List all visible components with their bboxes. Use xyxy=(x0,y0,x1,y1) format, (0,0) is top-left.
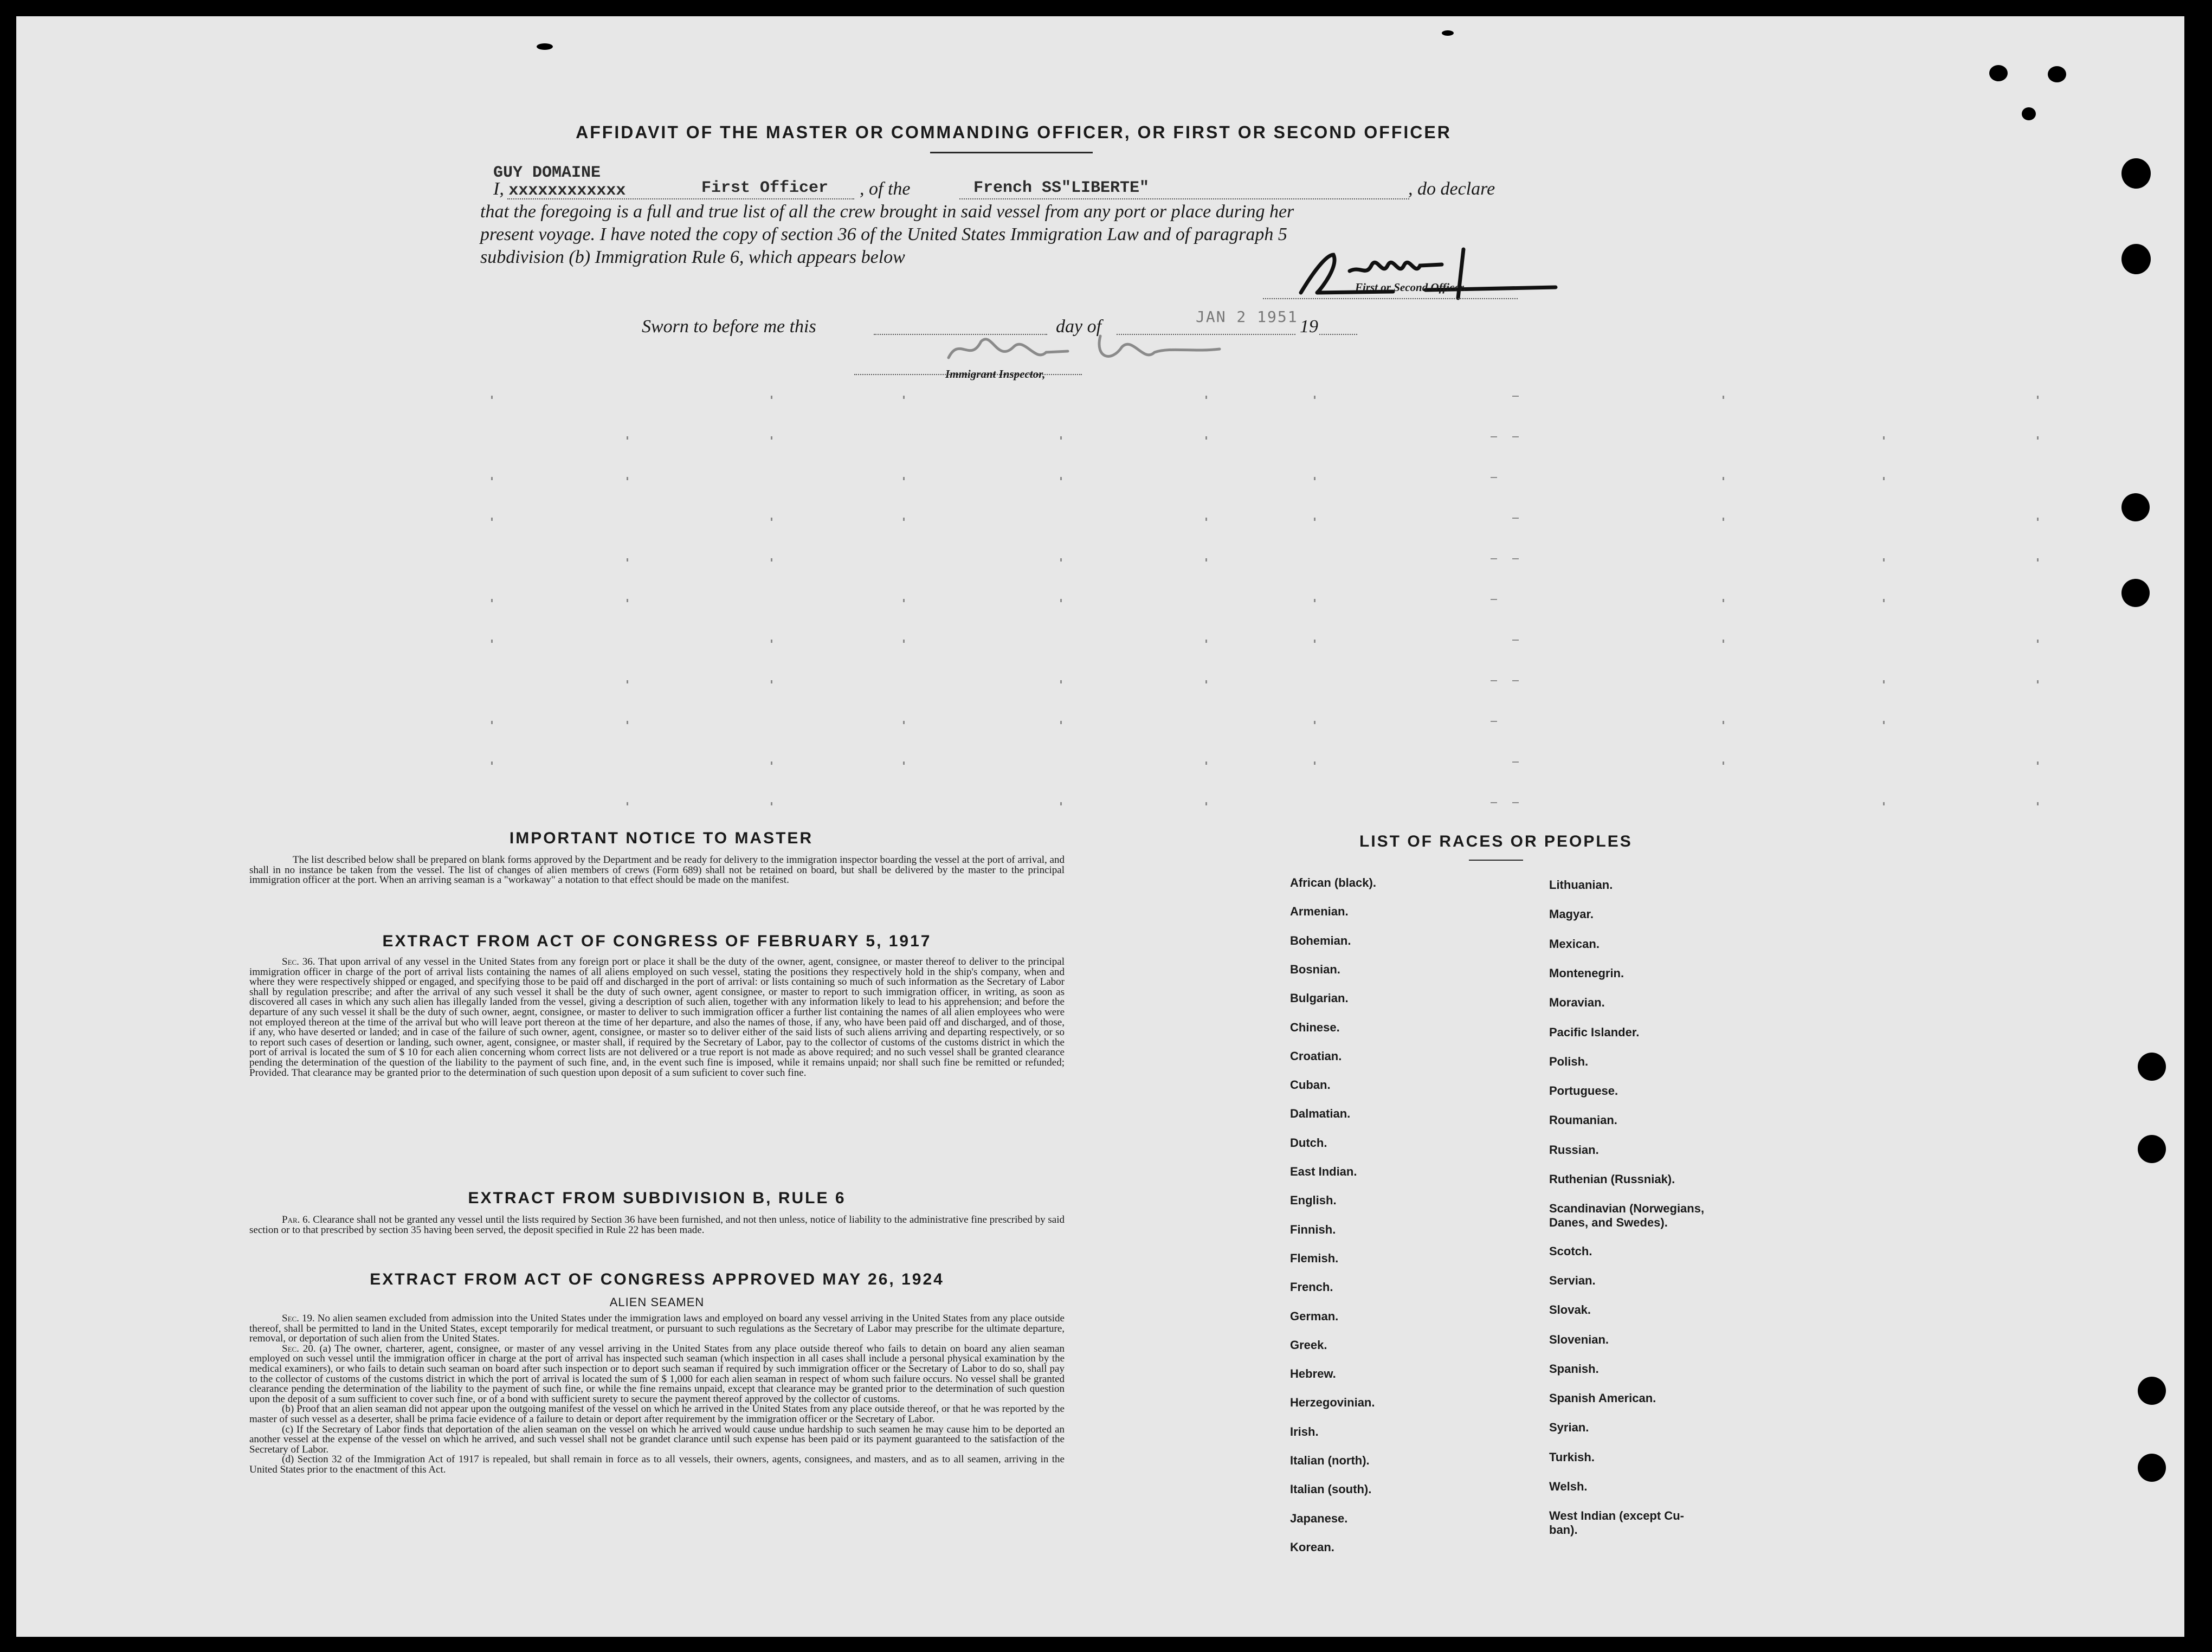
binder-hole xyxy=(2138,1135,2166,1163)
bleed-mark xyxy=(1512,640,1519,641)
bleed-mark xyxy=(1205,762,1207,765)
bleed-mark xyxy=(1314,721,1315,724)
bleed-mark xyxy=(1883,558,1885,562)
signature-line xyxy=(1263,298,1518,299)
bleed-mark xyxy=(2037,762,2039,765)
binder-hole xyxy=(2121,158,2151,189)
race-item: Bulgarian. xyxy=(1290,991,1349,1005)
bleed-mark xyxy=(1723,599,1724,602)
race-item: Ruthenian (Russniak). xyxy=(1549,1172,1675,1186)
declaration-i: I, xyxy=(493,179,504,199)
scan-speck xyxy=(537,43,553,50)
race-item: Montenegrin. xyxy=(1549,966,1624,980)
typed-position: First Officer xyxy=(701,179,829,197)
bleed-mark xyxy=(1205,558,1207,562)
officer-signature xyxy=(1285,233,1566,314)
name-fill-line xyxy=(507,198,854,199)
bleed-mark xyxy=(1205,640,1207,643)
race-item: East Indian. xyxy=(1290,1165,1357,1178)
bleed-mark xyxy=(1060,721,1062,724)
bleed-mark xyxy=(1723,477,1724,480)
rule6-body xyxy=(249,1215,1065,1235)
bleed-mark xyxy=(491,640,493,643)
bleed-mark xyxy=(903,396,905,399)
race-item: Bohemian. xyxy=(1290,933,1351,947)
bleed-mark xyxy=(2037,558,2039,562)
bleed-mark xyxy=(1491,436,1497,437)
bleed-mark xyxy=(2037,802,2039,805)
sworn-text: Sworn to before me this xyxy=(642,317,816,337)
race-item: Spanish. xyxy=(1549,1361,1599,1376)
bleed-mark xyxy=(1883,721,1885,724)
race-item: Flemish. xyxy=(1290,1251,1339,1265)
bleed-mark xyxy=(1205,518,1207,521)
race-item: Pacific Islander. xyxy=(1549,1025,1640,1039)
bleed-mark xyxy=(1723,396,1724,399)
bleed-mark xyxy=(627,599,628,602)
bleed-mark xyxy=(1491,558,1497,559)
bleed-mark xyxy=(903,599,905,602)
scan-speck xyxy=(1442,30,1454,36)
binder-hole xyxy=(1989,65,2008,81)
declaration-line-3: present voyage. I have noted the copy of section 36 of the United States Immigration Law and of paragraph 5 xyxy=(480,224,1287,244)
extract-1924-body xyxy=(249,1314,1065,1475)
race-item: Moravian. xyxy=(1549,996,1605,1010)
sec20-paragraph xyxy=(249,1344,1065,1405)
bleed-mark xyxy=(1060,599,1062,602)
race-item: Mexican. xyxy=(1549,937,1600,951)
sec20-text: (a) The owner, charterer, agent, consignee, or master of any vessel arriving in the United States from any place outside thereof who fails to detain on board any alien seaman employed on such vessel until the immigration officer in charge at the port of arrival has inspected such seaman (which inspection in all cases shall include a personal physical examination by the medical examiners), or who fails to detain such seaman on board after such inspection or to deport such seaman if required by such immigration officer or the Secretary of Labor to do so, shall pay to the collector of customs of the customs district in which the port of arrival is located the sum of $ 1,000 for each alien seaman in respect of whom such failure occurs. No vessel shall be granted clearance pending the determination of the liability to the payment of such fine, or while the fine remains unpaid, except that clearance may be granted prior to the determination of such question upon the deposit of a sum sufficient to cover such fine, or of a bond with sufficient surety to secure the payment thereof approved by the collector of customs. xyxy=(249,1343,1065,1405)
bleed-mark xyxy=(1512,436,1519,437)
bleed-mark xyxy=(2037,518,2039,521)
bleed-mark xyxy=(771,436,772,440)
bleed-mark xyxy=(1883,436,1885,440)
bleed-mark xyxy=(491,477,493,480)
bleed-mark xyxy=(1723,640,1724,643)
bleed-mark xyxy=(771,680,772,683)
bleed-mark xyxy=(771,640,772,643)
vessel-fill-line xyxy=(959,198,1409,199)
race-item: Italian (north). xyxy=(1290,1454,1370,1467)
race-item: Spanish American. xyxy=(1549,1391,1656,1405)
notice-heading: IMPORTANT NOTICE TO MASTER xyxy=(509,829,814,847)
race-item: Finnish. xyxy=(1290,1222,1336,1236)
binder-hole xyxy=(2022,107,2036,120)
race-item: Magyar. xyxy=(1549,907,1594,921)
notice-body: The list described below shall be prepared on blank forms approved by the Department and be ready for delivery to the immigration inspector boarding the vessel at the port of arrival, and shall in no instance be taken from the vessel. The list of changes of alien members of crews (Form 689) shall not be retained on board, but shall be delivered by the master to the principal immigration officer at the port. When an arriving seaman is a "workaway" a notation to that effect should be made on the manifest. xyxy=(249,854,1065,886)
bleed-mark xyxy=(771,558,772,562)
race-item: Roumanian. xyxy=(1549,1113,1617,1127)
race-item: Welsh. xyxy=(1549,1480,1588,1493)
race-item: Italian (south). xyxy=(1290,1482,1372,1496)
document-page xyxy=(16,16,2184,1637)
bleed-mark xyxy=(1883,599,1885,602)
race-item: Hebrew. xyxy=(1290,1367,1336,1381)
extract-1917-body xyxy=(249,957,1065,1078)
race-item: German. xyxy=(1290,1309,1339,1323)
race-item: Polish. xyxy=(1549,1054,1589,1068)
inspector-label: Immigrant Inspector, xyxy=(945,367,1046,380)
bleed-mark xyxy=(1205,396,1207,399)
bleed-mark xyxy=(771,396,772,399)
bleed-mark xyxy=(491,396,493,399)
bleed-mark xyxy=(2037,436,2039,440)
sec19-text: No alien seamen excluded from admission into the United States under the immigration laws and employed on board any vessel arriving in the United States from any place outside thereof, shall be permitted to land in the United States, except temporarily for medical treatment, or pursuant to such regulations as the Secretary of Labor may prescribe for the ultimate departure, removal, or deportation of such alien from the United States. xyxy=(249,1313,1065,1345)
extract-1924-heading: EXTRACT FROM ACT OF CONGRESS APPROVED MAY 26, 1924 xyxy=(370,1270,944,1288)
bleed-mark xyxy=(491,599,493,602)
title-rule xyxy=(930,152,1093,153)
bleed-mark xyxy=(1314,640,1315,643)
binder-hole xyxy=(2138,1377,2166,1405)
bleed-mark xyxy=(1314,518,1315,521)
race-item: Syrian. xyxy=(1549,1421,1589,1435)
extract-1917-text: That upon arrival of any vessel in the United States from any foreign port or place it shall be the duty of the owner, agent, consignee, or master thereof to deliver to the principal immigration officer in charge of the port of arrival lists containing the names of all aliens employed on such vessel, stating the positions they respectively hold in the ship's company, when and where they were respectively shipped or engaged, and specifying those to be paid off and discharged in the port of arrival: or lists containing so much of such information as the Secretary of Labor shall by regulation prescribe; and after the arrival of any such vessel it shall be the duty of such owner, agent consignee, or master to report to such immigration officer, in writing, as soon as discovered all cases in which any such alien has illegally landed from the vessel, giving a description of such alien, together with any information likely to lead to his apprehension; and before the departure of any such vessel it shall be the duty of such owner, aegnt, consignee, or master to deliver to such immigration officer a further list containing the names of all alien employees who were not employed thereon at the time of the arrival but who will leave port thereon at the time of her departure, and also the names of those, if any, who have been paid off and discharged, and of those, if any, who have deserted or landed; and in case of the failure of such owner, agent, consignee, or master so to deliver either of the said lists of such aliens arriving and departing respectively, or so to report such cases of desertion or landing, such owner, agent, consignee, or master shall, if required by the Secretary of Labor, pay to the collector of customs of the customs district in which the port of arrival is located the sum of $ 10 for each alien concerning whom correct lists are not delivered or a true report is not made as above required; and no such vessel shall be granted clearance pending the determination of the question of the liability to the payment of such fine, and, in the event such fine is imposed, while it remains unpaid; nor shall such fine be remitted or refunded; Provided. That clearance may be granted prior to the determination of such question upon deposit of a sum suficient to cover such fine. xyxy=(249,956,1065,1079)
bleed-mark xyxy=(1060,477,1062,480)
bleed-mark xyxy=(1723,518,1724,521)
bleed-mark xyxy=(1314,477,1315,480)
race-item: Cuban. xyxy=(1290,1078,1331,1092)
race-item: Russian. xyxy=(1549,1143,1599,1157)
race-item: Bosnian. xyxy=(1290,962,1340,976)
bleed-mark xyxy=(1512,802,1519,803)
bleed-mark xyxy=(1205,436,1207,440)
signature-caption: First or Second Officer. xyxy=(1355,281,1466,294)
sec20d-paragraph: (d) Section 32 of the Immigration Act of 1917 is repealed, but shall remain in force as to all vessels, their owners, agents, consignees, and masters, and as to all seamen, arriving in the United States prior to the enactment of this Act. xyxy=(249,1454,1065,1475)
typed-officer-name: GUY DOMAINE xyxy=(493,164,601,182)
race-item: Herzegovinian. xyxy=(1290,1396,1375,1410)
bleed-mark xyxy=(1314,762,1315,765)
declaration-line-4: subdivision (b) Immigration Rule 6, which appears below xyxy=(480,247,905,267)
bleed-mark xyxy=(1723,721,1724,724)
races-rule xyxy=(1469,860,1523,861)
bleed-mark xyxy=(1060,680,1062,683)
bleed-mark xyxy=(1512,680,1519,681)
rule6-text: Clearance shall not be granted any vessel until the lists required by Section 36 have been furnished, and not then unless, notice of liability to the administrative fine prescribed by said section or to that prescribed by section 35 having been served, the deposit specified in Rule 22 has been made. xyxy=(249,1214,1065,1236)
bleed-mark xyxy=(1060,558,1062,562)
race-item: Slovenian. xyxy=(1549,1332,1609,1346)
race-item: Scotch. xyxy=(1549,1244,1592,1258)
declaration-do-declare: , do declare xyxy=(1408,179,1495,199)
bleed-mark xyxy=(627,721,628,724)
affidavit-title: AFFIDAVIT OF THE MASTER OR COMMANDING OFFICER, OR FIRST OR SECOND OFFICER xyxy=(576,122,1452,142)
bleed-mark xyxy=(2037,640,2039,643)
rule6-heading: EXTRACT FROM SUBDIVISION B, RULE 6 xyxy=(468,1189,846,1207)
race-item: Korean. xyxy=(1290,1540,1334,1554)
bleed-mark xyxy=(1491,599,1497,600)
binder-hole xyxy=(2121,579,2150,607)
bleed-mark xyxy=(903,640,905,643)
binder-hole xyxy=(2121,493,2150,521)
binder-hole xyxy=(2048,66,2066,82)
bleed-mark xyxy=(1060,436,1062,440)
binder-hole xyxy=(2138,1053,2166,1081)
race-item: Chinese. xyxy=(1290,1020,1340,1034)
sworn-year: 19 xyxy=(1300,317,1318,337)
races-heading: LIST OF RACES OR PEOPLES xyxy=(1359,833,1633,850)
bleed-mark xyxy=(903,721,905,724)
bleed-mark xyxy=(491,721,493,724)
bleed-mark xyxy=(1512,518,1519,519)
race-item: Scandinavian (Norwegians, Danes, and Swedes). xyxy=(1549,1202,1705,1230)
bleed-mark xyxy=(1491,721,1497,722)
typed-vessel: French SS"LIBERTE" xyxy=(973,179,1150,197)
bleed-mark xyxy=(771,802,772,805)
extract-1917-heading: EXTRACT FROM ACT OF CONGRESS OF FEBRUARY 5, 1917 xyxy=(382,932,932,950)
sworn-year-line xyxy=(1319,334,1357,335)
race-item: Greek. xyxy=(1290,1338,1327,1352)
race-item: Turkish. xyxy=(1549,1450,1595,1464)
race-item: West Indian (except Cu- ban). xyxy=(1549,1509,1684,1537)
sec20b-paragraph: (b) Proof that an alien seaman did not appear upon the outgoing manifest of the vessel on which he arrived in the United States from any place outside thereof, or that he was reported by the master of such vessel as a deserter, shall be prima facie evidence of a failure to detain or deport after requirement by the immigration officer or the Secretary of Labor. xyxy=(249,1403,1065,1425)
sec20c-paragraph: (c) If the Secretary of Labor finds that deportation of the alien seaman on the vessel on which he arrived would cause undue hardship to such seamen he may cause him to be deported an another vessel at the expense of the vessel on which he arrived, and such vessel shall not be grandet clarance until such expense has been paid or its payment guaranteed to the satisfaction of the Secretary of Labor. xyxy=(249,1423,1065,1455)
bleed-mark xyxy=(1314,396,1315,399)
bleed-mark xyxy=(903,518,905,521)
sec19-label: Sec. 19. xyxy=(282,1313,315,1324)
race-item: English. xyxy=(1290,1193,1337,1208)
bleed-mark xyxy=(1491,802,1497,803)
race-item: Portuguese. xyxy=(1549,1084,1618,1098)
bleed-mark xyxy=(1205,802,1207,805)
race-item: Servian. xyxy=(1549,1273,1596,1287)
bleed-mark xyxy=(627,680,628,683)
bleed-mark xyxy=(1512,396,1519,397)
bleed-mark xyxy=(491,762,493,765)
binder-hole xyxy=(2138,1454,2166,1482)
race-item: Lithuanian. xyxy=(1549,878,1613,892)
bleed-mark xyxy=(1883,802,1885,805)
inspector-signature xyxy=(938,325,1241,374)
bleed-mark xyxy=(1205,680,1207,683)
bleed-mark xyxy=(903,762,905,765)
declaration-line-2: that the foregoing is a full and true list of all the crew brought in said vessel from any port or place during her xyxy=(480,202,1294,222)
date-stamp: JAN 2 1951 xyxy=(1196,308,1298,326)
race-item: Dalmatian. xyxy=(1290,1107,1351,1121)
bleed-mark xyxy=(1883,477,1885,480)
bleed-mark xyxy=(2037,396,2039,399)
bleed-mark xyxy=(627,802,628,805)
bleed-mark xyxy=(1314,599,1315,602)
bleed-mark xyxy=(627,477,628,480)
bleed-mark xyxy=(1512,762,1519,763)
rule6-sec-label: Par. 6. xyxy=(282,1214,311,1225)
extract-1924-subheading: ALIEN SEAMEN xyxy=(609,1295,705,1309)
bleed-mark xyxy=(627,436,628,440)
bleed-mark xyxy=(1883,680,1885,683)
sworn-day-of: day of xyxy=(1056,317,1102,337)
bleed-mark xyxy=(771,762,772,765)
race-item: Croatian. xyxy=(1290,1049,1342,1063)
bleed-mark xyxy=(1723,762,1724,765)
bleed-mark xyxy=(1491,477,1497,478)
race-item: African (black). xyxy=(1290,876,1376,889)
struck-rank: xxxxxxxxxxxx xyxy=(508,182,626,200)
race-item: Armenian. xyxy=(1290,905,1349,919)
extract-1917-sec-label: Sec. 36. xyxy=(282,956,315,967)
bleed-mark xyxy=(627,558,628,562)
sec20-label: Sec. 20. xyxy=(282,1343,316,1354)
race-item: Japanese. xyxy=(1290,1511,1348,1525)
bleed-mark xyxy=(491,518,493,521)
bleed-mark xyxy=(903,477,905,480)
bleed-mark xyxy=(2037,680,2039,683)
bleed-mark xyxy=(1491,680,1497,681)
declaration-of-the: , of the xyxy=(860,179,911,199)
race-item: Dutch. xyxy=(1290,1135,1327,1150)
race-item: Slovak. xyxy=(1549,1303,1591,1317)
race-item: French. xyxy=(1290,1280,1333,1294)
bleed-mark xyxy=(1060,802,1062,805)
sec19-paragraph xyxy=(249,1314,1065,1344)
binder-hole xyxy=(2121,244,2151,274)
race-item: Irish. xyxy=(1290,1424,1319,1438)
bleed-mark xyxy=(771,518,772,521)
bleed-mark xyxy=(1512,558,1519,559)
